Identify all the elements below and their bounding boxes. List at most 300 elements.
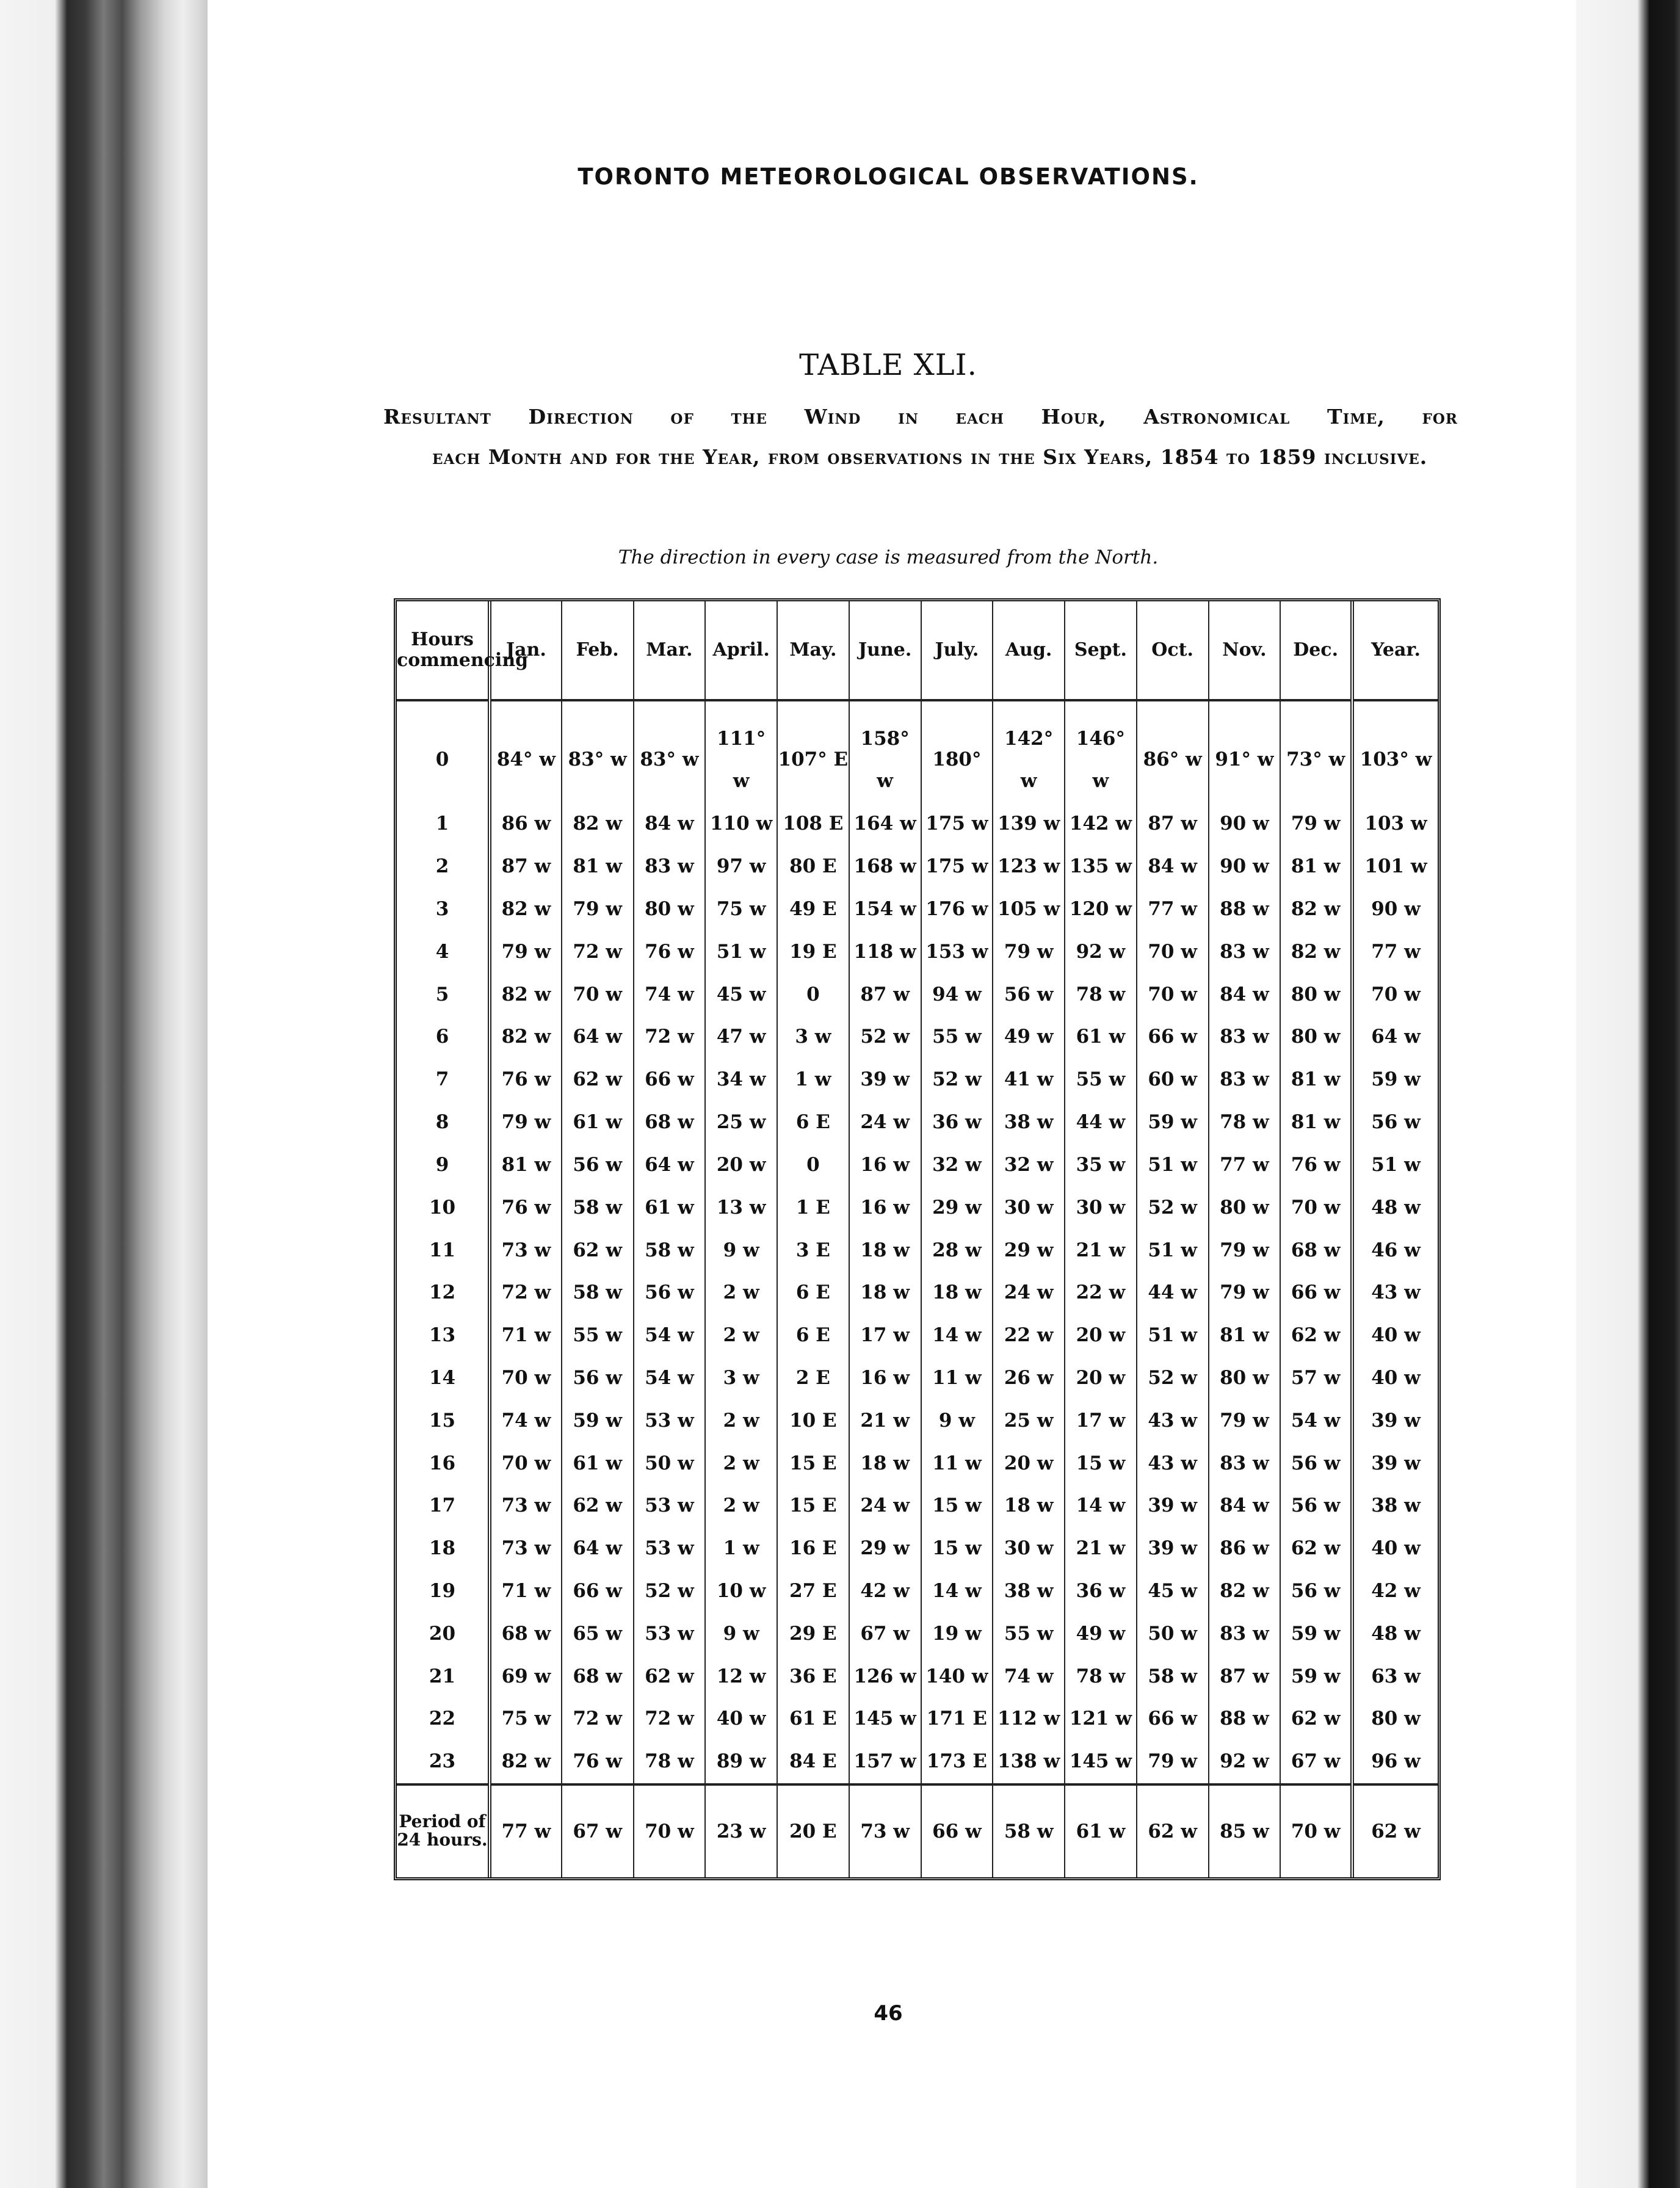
direction-cell: 68 w [1280,1229,1352,1272]
direction-cell: 2 w [705,1399,777,1442]
direction-cell: 49 w [993,1016,1065,1059]
direction-cell: 51 w [705,930,777,973]
table-row [397,1016,1438,1059]
hour-cell: 8 [435,1111,449,1134]
direction-cell: 39 w [1137,1485,1209,1527]
direction-cell: 30 w [993,1527,1065,1570]
direction-cell: 123 w [993,846,1065,888]
table-row [397,1101,1438,1144]
direction-cell: 3 E [777,1229,849,1272]
period-direction-cell: 20 E [777,1784,849,1877]
direction-cell: 52 w [1137,1186,1209,1229]
direction-cell: 54 w [634,1314,706,1357]
direction-cell: 29 w [993,1229,1065,1272]
direction-cell: 73 w [490,1485,562,1527]
direction-cell: 86 w [1209,1527,1281,1570]
direction-cell: 153 w [921,930,993,973]
column-header: June. [849,601,921,700]
direction-cell: 56 w [562,1357,634,1400]
direction-cell: 59 w [1280,1612,1352,1655]
table-row [397,803,1438,846]
direction-cell: 59 w [1137,1101,1209,1144]
table-row [397,1272,1438,1314]
direction-cell: 70 w [562,973,634,1016]
direction-cell: 2 w [705,1442,777,1485]
direction-cell: 15 E [777,1485,849,1527]
direction-cell: 81 w [562,846,634,888]
direction-cell: 74 w [634,973,706,1016]
table-row [397,1059,1438,1101]
direction-cell: 58 w [634,1229,706,1272]
direction-cell: 11 w [921,1442,993,1485]
direction-cell: 2 E [777,1357,849,1400]
direction-cell: 111° w [705,700,777,803]
direction-cell: 164 w [849,803,921,846]
direction-cell: 0 [777,1143,849,1186]
direction-cell: 78 w [634,1741,706,1784]
direction-cell: 90 w [1209,846,1281,888]
direction-cell: 86 w [490,803,562,846]
column-header: July. [921,601,993,700]
direction-cell: 66 w [1137,1016,1209,1059]
direction-cell: 83 w [1209,1016,1281,1059]
column-header: Sept. [1065,601,1137,700]
direction-cell: 120 w [1065,888,1137,931]
caption-continuation: each Month and for the Year, from observations in the Six Years, 1854 to 1859 inclusive. [432,445,1428,469]
direction-cell: 46 w [1352,1229,1438,1272]
table-body [397,700,1438,1784]
direction-cell: 135 w [1065,846,1137,888]
direction-cell: 36 w [921,1101,993,1144]
direction-cell: 49 w [1065,1612,1137,1655]
direction-cell: 58 w [1137,1655,1209,1698]
direction-cell: 82 w [490,973,562,1016]
direction-cell: 14 w [921,1570,993,1613]
period-direction-cell: 85 w [1209,1784,1281,1877]
direction-cell: 15 w [1065,1442,1137,1485]
direction-cell: 92 w [1209,1741,1281,1784]
period-direction-cell: 23 w [705,1784,777,1877]
period-direction-cell: 66 w [921,1784,993,1877]
table-row [397,1399,1438,1442]
direction-cell: 175 w [921,803,993,846]
direction-cell: 30 w [993,1186,1065,1229]
direction-cell: 90 w [1352,888,1438,931]
direction-cell: 49 E [777,888,849,931]
direction-cell: 11 w [921,1357,993,1400]
period-direction-cell: 58 w [993,1784,1065,1877]
direction-cell: 154 w [849,888,921,931]
direction-cell: 3 w [705,1357,777,1400]
direction-cell: 145 w [849,1698,921,1741]
direction-cell: 56 w [1280,1485,1352,1527]
direction-cell: 51 w [1137,1314,1209,1357]
direction-cell: 62 w [562,1059,634,1101]
direction-cell: 20 w [705,1143,777,1186]
direction-cell: 103 w [1352,803,1438,846]
direction-cell: 84° w [490,700,562,803]
hour-cell: 21 [429,1665,456,1687]
table-row [397,846,1438,888]
direction-cell: 64 w [562,1527,634,1570]
hour-cell: 2 [435,855,449,878]
direction-cell: 72 w [490,1272,562,1314]
column-header: Aug. [993,601,1065,700]
direction-cell: 10 E [777,1399,849,1442]
direction-cell: 80 w [1209,1186,1281,1229]
direction-cell: 17 w [849,1314,921,1357]
column-header: Nov. [1209,601,1281,700]
direction-cell: 88 w [1209,1698,1281,1741]
direction-cell: 54 w [1280,1399,1352,1442]
direction-cell: 80 w [634,888,706,931]
direction-cell: 41 w [993,1059,1065,1101]
direction-cell: 14 w [1065,1485,1137,1527]
table-row [397,1442,1438,1485]
direction-cell: 16 w [849,1186,921,1229]
direction-cell: 72 w [562,930,634,973]
direction-cell: 45 w [1137,1570,1209,1613]
direction-cell: 24 w [849,1101,921,1144]
direction-cell: 87 w [1209,1655,1281,1698]
direction-cell: 62 w [1280,1527,1352,1570]
direction-cell: 103° w [1352,700,1438,803]
direction-cell: 32 w [993,1143,1065,1186]
direction-cell: 21 w [1065,1229,1137,1272]
period-direction-cell: 61 w [1065,1784,1137,1877]
period-label-cell [397,1784,490,1877]
direction-cell: 76 w [1280,1143,1352,1186]
direction-cell: 79 w [993,930,1065,973]
hour-cell: 1 [435,813,449,835]
table-row [397,1655,1438,1698]
direction-cell: 66 w [634,1059,706,1101]
hour-cell: 5 [435,983,449,1005]
direction-cell: 57 w [1280,1357,1352,1400]
direction-cell: 76 w [562,1741,634,1784]
direction-cell: 80 w [1280,1016,1352,1059]
direction-cell: 40 w [1352,1527,1438,1570]
direction-cell: 83° w [634,700,706,803]
direction-cell: 80 E [777,846,849,888]
period-label: Period of 24 hours. [397,1811,488,1850]
direction-cell: 83 w [634,846,706,888]
direction-cell: 87 w [849,973,921,1016]
direction-cell: 82 w [490,1741,562,1784]
direction-cell: 91° w [1209,700,1281,803]
direction-cell: 44 w [1137,1272,1209,1314]
direction-cell: 55 w [562,1314,634,1357]
direction-cell: 70 w [490,1357,562,1400]
column-header: Year. [1352,601,1438,700]
direction-cell: 39 w [849,1059,921,1101]
direction-cell: 78 w [1065,1655,1137,1698]
direction-cell: 81 w [1280,846,1352,888]
direction-cell: 16 E [777,1527,849,1570]
direction-cell: 42 w [1352,1570,1438,1613]
direction-cell: 94 w [921,973,993,1016]
direction-cell: 80 w [1209,1357,1281,1400]
direction-cell: 55 w [993,1612,1065,1655]
direction-cell: 73 w [490,1527,562,1570]
direction-cell: 97 w [705,846,777,888]
direction-cell: 76 w [490,1186,562,1229]
direction-cell: 84 w [1137,846,1209,888]
direction-cell: 36 w [1065,1570,1137,1613]
hour-cell: 4 [435,940,449,963]
direction-cell: 19 w [921,1612,993,1655]
direction-cell: 84 w [634,803,706,846]
direction-cell: 24 w [993,1272,1065,1314]
direction-cell: 72 w [634,1698,706,1741]
hour-cell: 18 [429,1537,456,1560]
direction-cell: 38 w [993,1570,1065,1613]
direction-cell: 9 w [705,1612,777,1655]
direction-cell: 73 w [490,1229,562,1272]
hour-cell: 7 [435,1068,449,1091]
period-direction-cell: 70 w [1280,1784,1352,1877]
direction-cell: 79 w [1209,1272,1281,1314]
caption-line-1: Resultant Direction of the Wind in each Hour, Astronomical Time, for [383,405,1458,429]
hour-cell: 11 [429,1239,456,1261]
direction-cell: 25 w [993,1399,1065,1442]
direction-cell: 27 E [777,1570,849,1613]
direction-cell: 78 w [1209,1101,1281,1144]
period-direction-cell: 73 w [849,1784,921,1877]
direction-cell: 48 w [1352,1186,1438,1229]
direction-cell: 66 w [562,1570,634,1613]
direction-cell: 110 w [705,803,777,846]
direction-cell: 82 w [1280,888,1352,931]
direction-cell: 65 w [562,1612,634,1655]
direction-cell: 1 w [777,1059,849,1101]
direction-cell: 56 w [1352,1101,1438,1144]
direction-cell: 42 w [849,1570,921,1613]
direction-cell: 138 w [993,1741,1065,1784]
direction-cell: 68 w [634,1101,706,1144]
hour-cell: 13 [429,1324,456,1347]
direction-cell: 87 w [490,846,562,888]
direction-cell: 77 w [1352,930,1438,973]
direction-cell: 175 w [921,846,993,888]
direction-cell: 30 w [1065,1186,1137,1229]
direction-cell: 21 w [1065,1527,1137,1570]
hour-cell: 12 [429,1281,456,1304]
hour-cell: 6 [435,1026,449,1048]
direction-cell: 87 w [1137,803,1209,846]
direction-cell: 79 w [1280,803,1352,846]
direction-cell: 79 w [562,888,634,931]
direction-cell: 52 w [634,1570,706,1613]
column-header: Oct. [1137,601,1209,700]
direction-cell: 20 w [1065,1314,1137,1357]
direction-cell: 18 w [849,1229,921,1272]
page-number: 46 [874,2001,903,2026]
direction-cell: 40 w [705,1698,777,1741]
direction-cell: 21 w [849,1399,921,1442]
direction-cell: 142° w [993,700,1065,803]
table-row [397,1698,1438,1741]
table-row [397,1741,1438,1784]
direction-cell: 60 w [1137,1059,1209,1101]
column-header: Jan. [490,601,562,700]
direction-cell: 80 w [1352,1698,1438,1741]
hour-cell: 23 [429,1750,456,1773]
direction-cell: 51 w [1137,1229,1209,1272]
direction-cell: 107° E [777,700,849,803]
direction-cell: 29 E [777,1612,849,1655]
column-header: Dec. [1280,601,1352,700]
hour-cell: 14 [429,1366,456,1389]
direction-cell: 13 w [705,1186,777,1229]
hour-cell: 0 [435,748,449,771]
direction-cell: 40 w [1352,1314,1438,1357]
direction-cell: 61 E [777,1698,849,1741]
direction-cell: 72 w [562,1698,634,1741]
direction-cell: 1 w [705,1527,777,1570]
direction-cell: 79 w [1209,1229,1281,1272]
hour-cell: 9 [435,1153,449,1176]
wind-direction-table [397,601,1438,1877]
direction-cell: 34 w [705,1059,777,1101]
direction-cell: 83 w [1209,1442,1281,1485]
direction-cell: 9 w [705,1229,777,1272]
direction-cell: 83 w [1209,1612,1281,1655]
period-direction-cell: 77 w [490,1784,562,1877]
direction-cell: 70 w [1352,973,1438,1016]
direction-cell: 146° w [1065,700,1137,803]
direction-cell: 83° w [562,700,634,803]
direction-cell: 84 w [1209,973,1281,1016]
direction-cell: 78 w [1065,973,1137,1016]
direction-cell: 10 w [705,1570,777,1613]
direction-cell: 64 w [562,1016,634,1059]
direction-cell: 52 w [921,1059,993,1101]
direction-cell: 61 w [562,1442,634,1485]
direction-cell: 43 w [1352,1272,1438,1314]
direction-cell: 2 w [705,1485,777,1527]
direction-cell: 44 w [1065,1101,1137,1144]
direction-cell: 12 w [705,1655,777,1698]
direction-cell: 53 w [634,1612,706,1655]
direction-cell: 79 w [490,1101,562,1144]
direction-cell: 15 E [777,1442,849,1485]
direction-cell: 82 w [562,803,634,846]
direction-cell: 70 w [1137,930,1209,973]
direction-cell: 81 w [1280,1101,1352,1144]
direction-cell: 6 E [777,1101,849,1144]
direction-cell: 16 w [849,1143,921,1186]
direction-cell: 86° w [1137,700,1209,803]
direction-cell: 48 w [1352,1612,1438,1655]
hour-cell: 3 [435,898,449,921]
direction-cell: 56 w [634,1272,706,1314]
hour-cell: 22 [429,1708,456,1730]
table-row [397,700,1438,803]
table-header-row [397,601,1438,700]
direction-cell: 25 w [705,1101,777,1144]
direction-cell: 81 w [490,1143,562,1186]
table-row [397,1143,1438,1186]
direction-cell: 77 w [1137,888,1209,931]
direction-cell: 1 E [777,1186,849,1229]
period-direction-cell: 67 w [562,1784,634,1877]
direction-cell: 75 w [490,1698,562,1741]
direction-cell: 112 w [993,1698,1065,1741]
scan-page-edge-right [1576,0,1680,2188]
direction-cell: 56 w [1280,1570,1352,1613]
direction-cell: 51 w [1137,1143,1209,1186]
direction-cell: 53 w [634,1485,706,1527]
hour-cell: 16 [429,1452,456,1474]
direction-cell: 20 w [1065,1357,1137,1400]
direction-cell: 58 w [562,1186,634,1229]
direction-cell: 45 w [705,973,777,1016]
direction-cell: 61 w [562,1101,634,1144]
direction-cell: 84 E [777,1741,849,1784]
direction-cell: 59 w [1352,1059,1438,1101]
direction-cell: 145 w [1065,1741,1137,1784]
table-row [397,1186,1438,1229]
direction-cell: 66 w [1137,1698,1209,1741]
direction-cell: 96 w [1352,1741,1438,1784]
table-row [397,1570,1438,1613]
direction-cell: 58 w [562,1272,634,1314]
direction-cell: 92 w [1065,930,1137,973]
direction-cell: 63 w [1352,1655,1438,1698]
hour-cell: 19 [429,1580,456,1603]
direction-cell: 79 w [490,930,562,973]
direction-cell: 54 w [634,1357,706,1400]
direction-cell: 50 w [1137,1612,1209,1655]
direction-cell: 70 w [490,1442,562,1485]
direction-cell: 22 w [993,1314,1065,1357]
direction-cell: 62 w [1280,1698,1352,1741]
direction-cell: 40 w [1352,1357,1438,1400]
direction-cell: 71 w [490,1314,562,1357]
column-header: Feb. [562,601,634,700]
table-row [397,973,1438,1016]
direction-cell: 22 w [1065,1272,1137,1314]
data-table-frame [394,598,1441,1880]
direction-cell: 105 w [993,888,1065,931]
direction-cell: 121 w [1065,1698,1137,1741]
direction-cell: 81 w [1209,1314,1281,1357]
direction-cell: 62 w [562,1229,634,1272]
direction-cell: 36 E [777,1655,849,1698]
direction-cell: 20 w [993,1442,1065,1485]
direction-cell: 50 w [634,1442,706,1485]
direction-cell: 39 w [1352,1399,1438,1442]
direction-cell: 126 w [849,1655,921,1698]
table-caption [383,397,1458,477]
direction-cell: 55 w [921,1016,993,1059]
direction-cell: 180° [921,700,993,803]
direction-cell: 3 w [777,1016,849,1059]
direction-cell: 39 w [1137,1527,1209,1570]
hour-cell: 17 [429,1494,456,1517]
direction-cell: 140 w [921,1655,993,1698]
direction-cell: 62 w [634,1655,706,1698]
direction-cell: 142 w [1065,803,1137,846]
direction-cell: 53 w [634,1527,706,1570]
direction-cell: 157 w [849,1741,921,1784]
direction-cell: 81 w [1280,1059,1352,1101]
direction-cell: 79 w [1209,1399,1281,1442]
direction-cell: 72 w [634,1016,706,1059]
direction-cell: 15 w [921,1485,993,1527]
table-row [397,1314,1438,1357]
